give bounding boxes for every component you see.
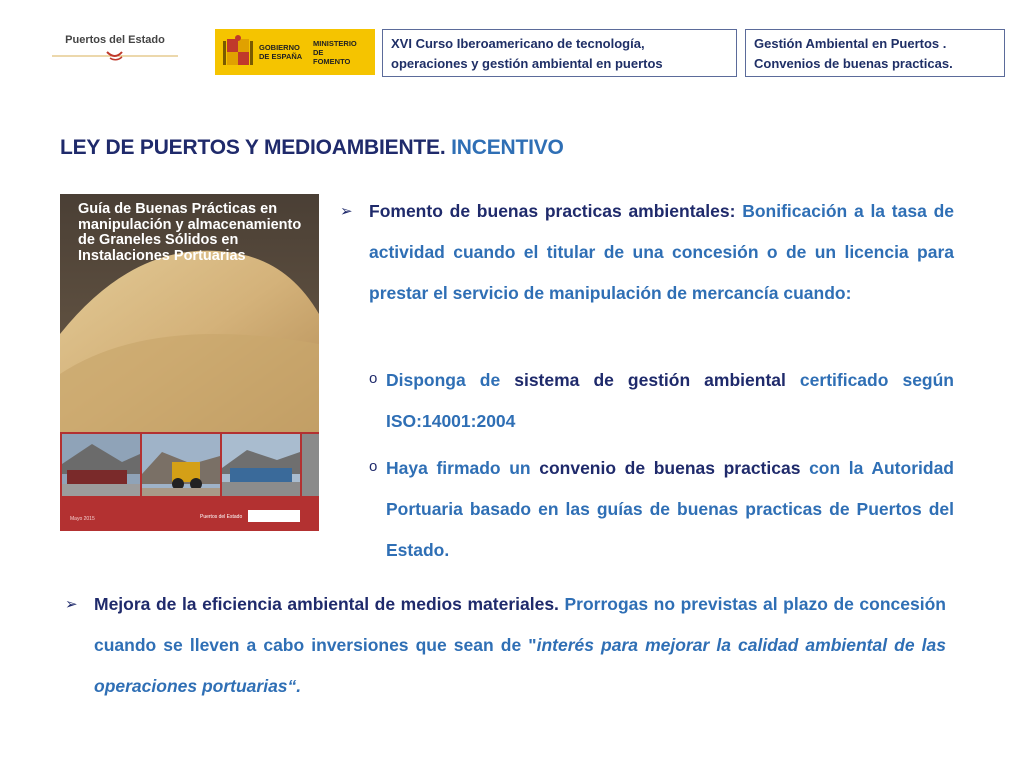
bullet1-text: Bonificación a la tasa de actividad cuando el titular de una concesión o de un licencia para prestar el servicio de manipulación de mercancía cuando: — [369, 201, 954, 303]
logo-text: Puertos del Estado — [65, 34, 165, 46]
bullet2-text: Prorrogas no previstas al plazo de concesión cuando se lleven a cabo inversiones que sean de " — [94, 594, 946, 655]
cover-publisher: Puertos del Estado — [200, 514, 243, 520]
bullet-fomento — [369, 191, 954, 314]
min-line2: DE FOMENTO — [313, 47, 351, 66]
topic-line1: Gestión Ambiental en Puertos . — [754, 36, 947, 51]
cover-gov-logo — [248, 510, 300, 522]
title-main: LEY DE PUERTOS Y MEDIOAMBIENTE. — [60, 136, 446, 159]
course-line2: operaciones y gestión ambiental en puertos — [391, 56, 663, 71]
sub-bullet-icon: o — [369, 458, 378, 475]
puertos-del-estado-logo — [52, 34, 178, 68]
bullet-arrow-icon: ➢ — [65, 596, 78, 613]
bullet1-lead: Fomento de buenas practicas ambientales: — [369, 201, 736, 221]
topic-line2: Convenios de buenas practicas. — [754, 56, 953, 71]
gov-line1: GOBIERNO — [259, 43, 300, 52]
sub-bullet-icon: o — [369, 370, 378, 387]
ministry-text — [313, 39, 357, 66]
cover-photo-truck-1 — [62, 434, 140, 496]
topic-title-box — [745, 29, 1005, 77]
cover-date: Mayo 2015 — [70, 516, 95, 522]
cover-title: Guía de Buenas Prácticas en manipulación y almacenamiento de Graneles Sólidos en Instalaciones Portuarias — [78, 201, 302, 264]
bullet2-lead: Mejora de la eficiencia ambiental de medios materiales. — [94, 594, 559, 614]
gov-line2: DE ESPAÑA — [259, 52, 303, 61]
sub1-part-b: sistema de gestión ambiental — [514, 370, 786, 390]
sub2-part-c: con la Autoridad Portuaria basado en las guías de buenas practicas de Puertos del Estado. — [386, 458, 954, 560]
gobierno-espana-logo — [215, 29, 375, 75]
sub2-part-b: convenio de buenas practicas — [539, 458, 801, 478]
bullet-arrow-icon: ➢ — [340, 203, 353, 220]
course-line1: XVI Curso Iberoamericano de tecnología, — [391, 36, 645, 51]
title-accent: INCENTIVO — [451, 136, 564, 159]
gov-text — [259, 43, 303, 61]
course-title-box — [382, 29, 737, 77]
sub-bullet-disponga — [386, 360, 954, 442]
guide-cover-image — [60, 194, 319, 531]
sub2-part-a: Haya firmado un — [386, 458, 540, 478]
cover-photo-loader — [142, 434, 220, 496]
cover-photo-edge — [302, 434, 319, 496]
sub-bullet-haya — [386, 448, 954, 571]
sub1-part-a: Disponga de — [386, 370, 515, 390]
slide-title — [60, 136, 564, 160]
min-line1: MINISTERIO — [313, 38, 357, 48]
cover-photo-truck-2 — [222, 434, 300, 496]
bullet-mejora — [94, 584, 946, 707]
bullet2-italic: interés para mejorar la calidad ambiental de las operaciones portuarias“. — [94, 635, 947, 696]
logo-swoosh-icon — [52, 48, 178, 64]
coat-of-arms-icon — [223, 35, 253, 69]
sub1-part-c: certificado según ISO:14001:2004 — [386, 370, 954, 431]
